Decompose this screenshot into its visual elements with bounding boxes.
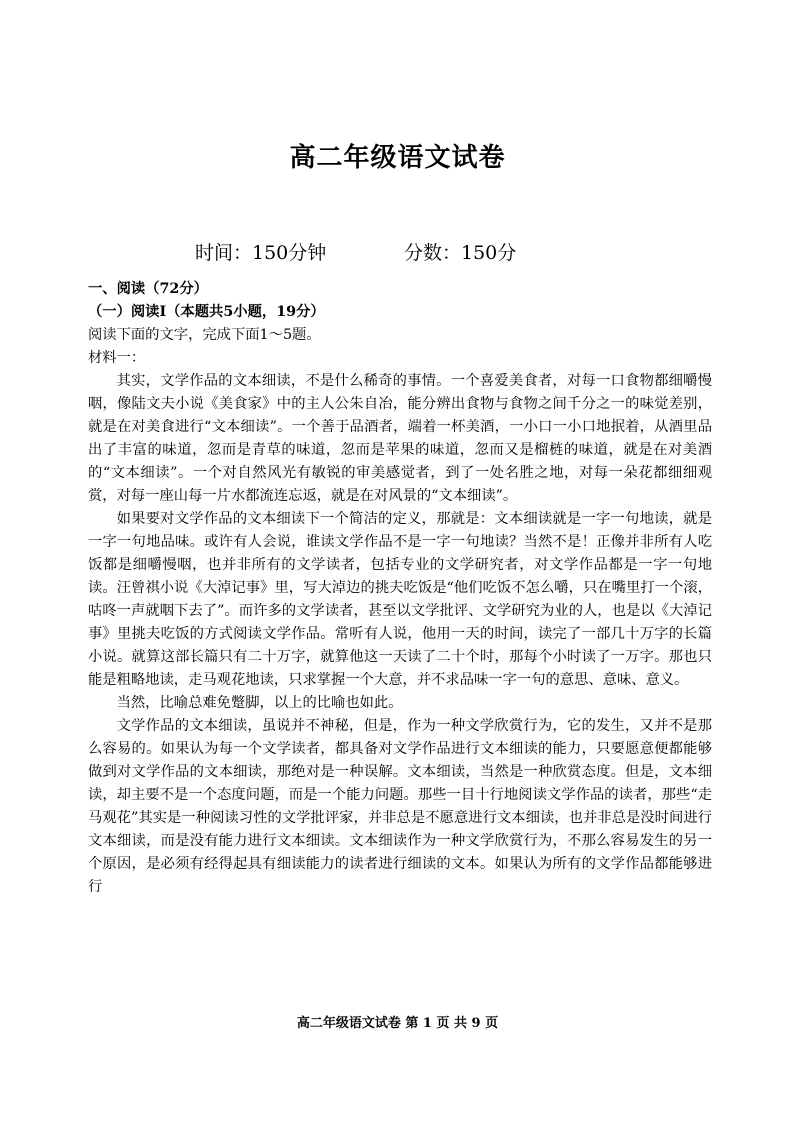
page-title: 高二年级语文试卷 — [289, 143, 506, 173]
exam-content — [88, 278, 712, 899]
paragraph: 其实，文学作品的文本细读，不是什么稀奇的事情。一个喜爱美食者，对每一口食物都细嚼慢咽，像陆文夫小说《美食家》中的主人公朱自冶，能分辨出食物与食物之间千分之一的味觉差别，就是在对美食进行“文本细读”。一个善于品酒者，端着一杯美酒，一小口一小口地抿着，从酒里品出了丰富的味道，忽而是青草的味道，忽而是苹果的味道，忽而又是榴梿的味道，就是在对美酒的“文本细读”。一个对自然风光有敏锐的审美感觉者，到了一处名胜之地，对每一朵花都细细观赏，对每一座山每一片水都流连忘返，就是在对风景的“文本细读”。 — [88, 373, 712, 504]
total-score: 分数：150分 — [404, 242, 517, 264]
exam-meta — [0, 238, 795, 268]
paragraph: 文学作品的文本细读，虽说并不神秘，但是，作为一种文学欣赏行为，它的发生，又并不是那么容易的。如果认为每一个文学读者，都具备对文学作品进行文本细读的能力，只要愿意便都能够做到对文学作品的文本细读，那绝对是一种误解。文本细读，当然是一种欣赏态度。但是，文本细读，却主要不是一个态度问题，而是一个能力问题。那些一目十行地阅读文学作品的读者，那些“走马观花”其实是一种阅读习性的文学批评家，并非总是不愿意进行文本细读，也并非总是没时间进行文本细读，而是没有能力进行文本细读。文本细读作为一种文学欣赏行为，不那么容易发生的另一个原因，是必须有经得起具有细读能力的读者进行细读的文本。如果认为所有的文学作品都能够进行 — [88, 718, 712, 895]
instruction-text: 阅读下面的文字，完成下面1～5题。 — [88, 327, 321, 343]
material-label: 材料一： — [88, 350, 146, 366]
paragraph: 如果要对文学作品的文本细读下一个简洁的定义，那就是：文本细读就是一字一句地读，就是一字一句地品味。或许有人会说，谁读文学作品不是一字一句地读？当然不是！正像并非所有人吃饭都是细嚼慢咽，也并非所有的文学读者，包括专业的文学研究者，对文学作品都是一字一句地读。汪曾祺小说《大淖记事》里，写大淖边的挑夫吃饭是“他们吃饭不怎么嚼，只在嘴里打一个滚，咕咚一声就咽下去了”。而许多的文学读者，甚至以文学批评、文学研究为业的人，也是以《大淖记事》里挑夫吃饭的方式阅读文学作品。常听有人说，他用一天的时间，读完了一部几十万字的长篇小说。就算这部长篇只有二十万字，就算他这一天读了二十个时，那每个小时读了一万字。那也只能是粗略地读，走马观花地读，只求掌握一个大意，并不求品味一字一句的意思、意味、意义。 — [88, 511, 712, 688]
subsection-heading: （一）阅读Ⅰ（本题共5小题，19分） — [88, 304, 325, 320]
paragraph: 当然，比喻总难免蹩脚，以上的比喻也如此。 — [116, 695, 403, 711]
page-footer: 高二年级语文试卷 第 1 页 共 9 页 — [296, 1016, 499, 1031]
time-limit: 时间：150分钟 — [195, 242, 327, 264]
section-heading: 一、阅读（72分） — [88, 281, 208, 297]
